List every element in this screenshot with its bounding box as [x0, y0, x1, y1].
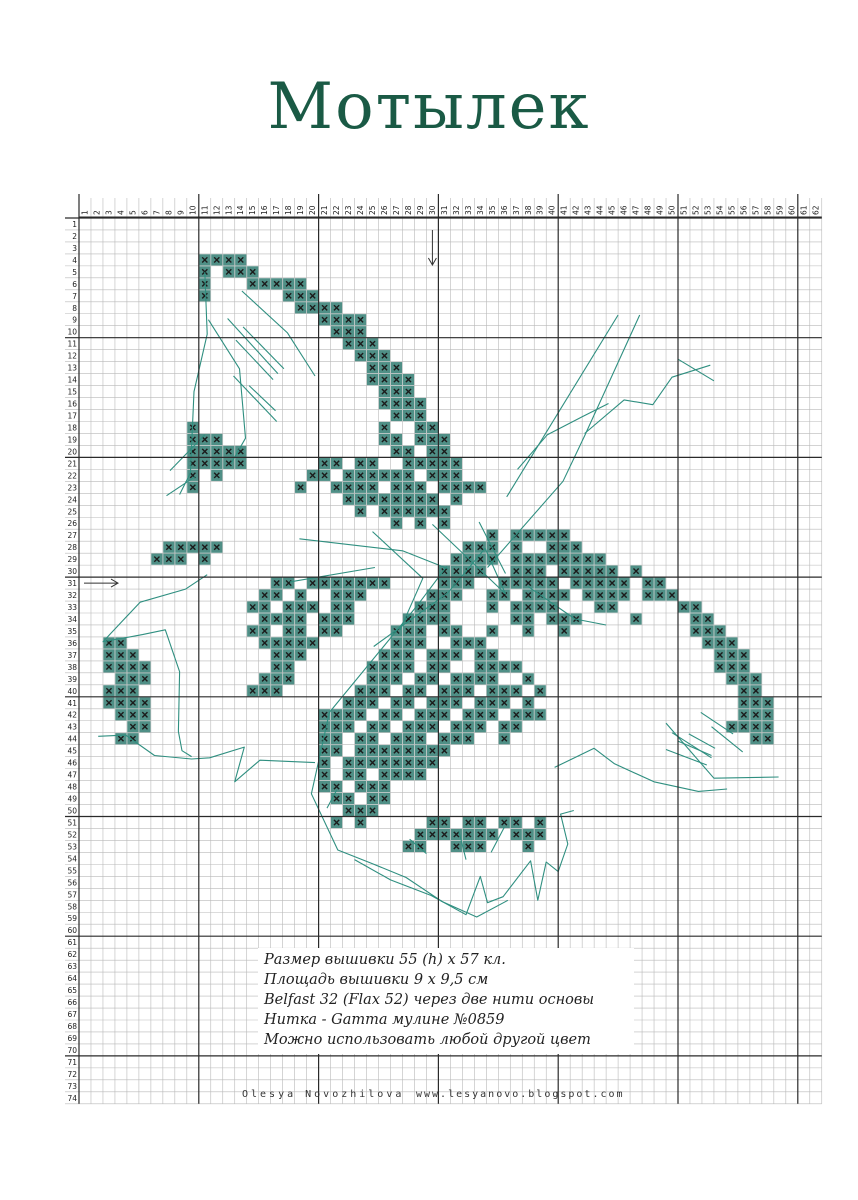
- row-number: 8: [72, 303, 77, 313]
- row-number: 52: [67, 830, 77, 840]
- row-number: 63: [67, 962, 77, 972]
- row-number: 5: [72, 267, 77, 277]
- outline-stroke: [234, 376, 277, 422]
- column-number: 33: [463, 205, 473, 215]
- outline-stroke: [678, 359, 714, 381]
- row-number: 43: [67, 722, 77, 732]
- row-number: 3: [72, 243, 77, 253]
- column-number: 8: [164, 210, 174, 215]
- row-number: 67: [67, 1009, 77, 1019]
- column-number: 6: [140, 210, 150, 215]
- outline-stroke: [666, 750, 707, 766]
- column-number: 30: [427, 205, 437, 215]
- row-number: 19: [67, 435, 77, 445]
- column-number: 42: [571, 205, 581, 215]
- column-number: 25: [368, 205, 378, 215]
- column-number: 7: [152, 210, 162, 215]
- column-number: 4: [116, 210, 126, 215]
- row-number: 10: [67, 327, 77, 337]
- column-number: 9: [176, 210, 186, 215]
- row-number: 60: [67, 926, 77, 936]
- row-number: 18: [67, 423, 77, 433]
- row-number: 32: [67, 591, 77, 601]
- column-number: 47: [631, 205, 641, 215]
- row-number: 22: [67, 471, 77, 481]
- column-number: 20: [308, 205, 318, 215]
- row-number: 74: [67, 1093, 77, 1103]
- column-number: 43: [583, 205, 593, 215]
- info-panel: [258, 948, 634, 1054]
- column-number: 46: [619, 205, 629, 215]
- column-number: 15: [248, 205, 258, 215]
- row-number: 69: [67, 1033, 77, 1043]
- website-credit: www.lesyanovo.blogspot.com: [416, 1089, 625, 1100]
- row-number: 1: [72, 219, 77, 229]
- column-number: 58: [763, 205, 773, 215]
- outline-stroke: [555, 748, 728, 791]
- row-number: 58: [67, 902, 77, 912]
- row-number: 39: [67, 674, 77, 684]
- row-number: 68: [67, 1021, 77, 1031]
- center-column-arrow: [428, 230, 436, 265]
- column-number: 16: [260, 205, 270, 215]
- row-number: 70: [67, 1045, 77, 1055]
- column-number: 37: [511, 205, 521, 215]
- column-number: 57: [751, 205, 761, 215]
- row-number: 11: [67, 339, 77, 349]
- column-number: 26: [379, 205, 389, 215]
- column-number: 34: [475, 205, 485, 215]
- column-number: 31: [439, 205, 449, 215]
- row-number: 54: [67, 854, 77, 864]
- row-number: 49: [67, 794, 77, 804]
- column-number: 29: [415, 205, 425, 215]
- row-number: 38: [67, 662, 77, 672]
- column-number: 1: [80, 210, 90, 215]
- column-number: 55: [727, 205, 737, 215]
- row-number: 44: [67, 734, 77, 744]
- column-number: 13: [224, 205, 234, 215]
- row-number: 50: [67, 806, 77, 816]
- column-number: 39: [535, 205, 545, 215]
- info-thread: Нитка - Gamma мулине №0859: [264, 1012, 505, 1028]
- row-number: 17: [67, 411, 77, 421]
- column-number: 27: [391, 205, 401, 215]
- column-number: 51: [679, 205, 689, 215]
- column-number: 11: [200, 205, 210, 215]
- column-number: 18: [284, 205, 294, 215]
- row-number: 46: [67, 758, 77, 768]
- row-number: 35: [67, 626, 77, 636]
- row-number: 4: [72, 255, 77, 265]
- row-number: 26: [67, 519, 77, 529]
- row-number: 20: [67, 447, 77, 457]
- column-number: 48: [643, 205, 653, 215]
- row-number: 64: [67, 974, 77, 984]
- row-number: 31: [67, 579, 77, 589]
- outline-stroke: [243, 327, 284, 369]
- row-number: 33: [67, 603, 77, 613]
- row-number: 13: [67, 363, 77, 373]
- info-area: Площадь вышивки 9 x 9,5 см: [264, 972, 489, 988]
- outline-stroke: [228, 319, 278, 374]
- column-number: 17: [272, 205, 282, 215]
- row-number: 42: [67, 710, 77, 720]
- outline-stroke: [299, 539, 448, 569]
- column-number: 36: [499, 205, 509, 215]
- row-number: 25: [67, 507, 77, 517]
- column-number: 12: [212, 205, 222, 215]
- column-number: 62: [811, 205, 821, 215]
- column-number: 49: [655, 205, 665, 215]
- column-number: 23: [344, 205, 354, 215]
- row-number: 73: [67, 1081, 77, 1091]
- info-fabric: Belfast 32 (Flax 52) через две нити основы: [264, 992, 595, 1008]
- column-number: 21: [320, 205, 330, 215]
- row-number: 56: [67, 878, 77, 888]
- row-number: 55: [67, 866, 77, 876]
- row-number: 12: [67, 351, 77, 361]
- row-number: 51: [67, 818, 77, 828]
- row-number: 45: [67, 746, 77, 756]
- column-number: 54: [715, 205, 725, 215]
- row-number: 59: [67, 914, 77, 924]
- row-number: 65: [67, 986, 77, 996]
- outline-stroke: [585, 365, 711, 433]
- info-note: Можно использовать любой другой цвет: [264, 1032, 591, 1048]
- row-number: 28: [67, 543, 77, 553]
- row-number: 15: [67, 387, 77, 397]
- column-number: 28: [403, 205, 413, 215]
- column-number: 14: [236, 205, 246, 215]
- row-number: 23: [67, 483, 77, 493]
- column-number: 44: [595, 205, 605, 215]
- column-number: 5: [128, 210, 138, 215]
- row-number: 16: [67, 399, 77, 409]
- row-numbers: [67, 220, 77, 1103]
- row-number: 6: [72, 279, 77, 289]
- column-number: 59: [775, 205, 785, 215]
- column-number: 19: [296, 205, 306, 215]
- row-number: 36: [67, 638, 77, 648]
- row-number: 7: [72, 291, 77, 301]
- row-number: 48: [67, 782, 77, 792]
- column-number: 60: [787, 205, 797, 215]
- column-number: 35: [487, 205, 497, 215]
- column-number: 40: [547, 205, 557, 215]
- column-number: 38: [523, 205, 533, 215]
- column-number: 50: [667, 205, 677, 215]
- row-number: 2: [72, 231, 77, 241]
- column-number: 2: [92, 210, 102, 215]
- column-number: 41: [559, 205, 569, 215]
- row-number: 66: [67, 998, 77, 1008]
- info-size: Размер вышивки 55 (h) x 57 кл.: [264, 952, 506, 968]
- column-number: 53: [703, 205, 713, 215]
- column-number: 61: [799, 205, 809, 215]
- row-number: 71: [67, 1057, 77, 1067]
- row-number: 47: [67, 770, 77, 780]
- column-number: 52: [691, 205, 701, 215]
- author-credit: Olesya Novozhilova: [242, 1089, 405, 1100]
- row-number: 14: [67, 375, 77, 385]
- row-number: 40: [67, 686, 77, 696]
- column-number: 45: [607, 205, 617, 215]
- page-title: Мотылек: [267, 70, 591, 144]
- column-number: 56: [739, 205, 749, 215]
- column-number: 24: [356, 205, 366, 215]
- row-number: 37: [67, 650, 77, 660]
- row-number: 9: [72, 315, 77, 325]
- row-number: 30: [67, 567, 77, 577]
- row-number: 41: [67, 698, 77, 708]
- row-number: 57: [67, 890, 77, 900]
- column-number: 32: [451, 205, 461, 215]
- row-number: 62: [67, 950, 77, 960]
- row-number: 21: [67, 459, 77, 469]
- row-number: 53: [67, 842, 77, 852]
- column-number: 3: [104, 210, 114, 215]
- row-number: 27: [67, 531, 77, 541]
- column-number: 10: [188, 205, 198, 215]
- row-number: 24: [67, 495, 77, 505]
- center-row-arrow: [84, 579, 118, 587]
- row-number: 34: [67, 614, 77, 624]
- row-number: 72: [67, 1069, 77, 1079]
- row-number: 29: [67, 555, 77, 565]
- row-number: 61: [67, 938, 77, 948]
- column-number: 22: [332, 205, 342, 215]
